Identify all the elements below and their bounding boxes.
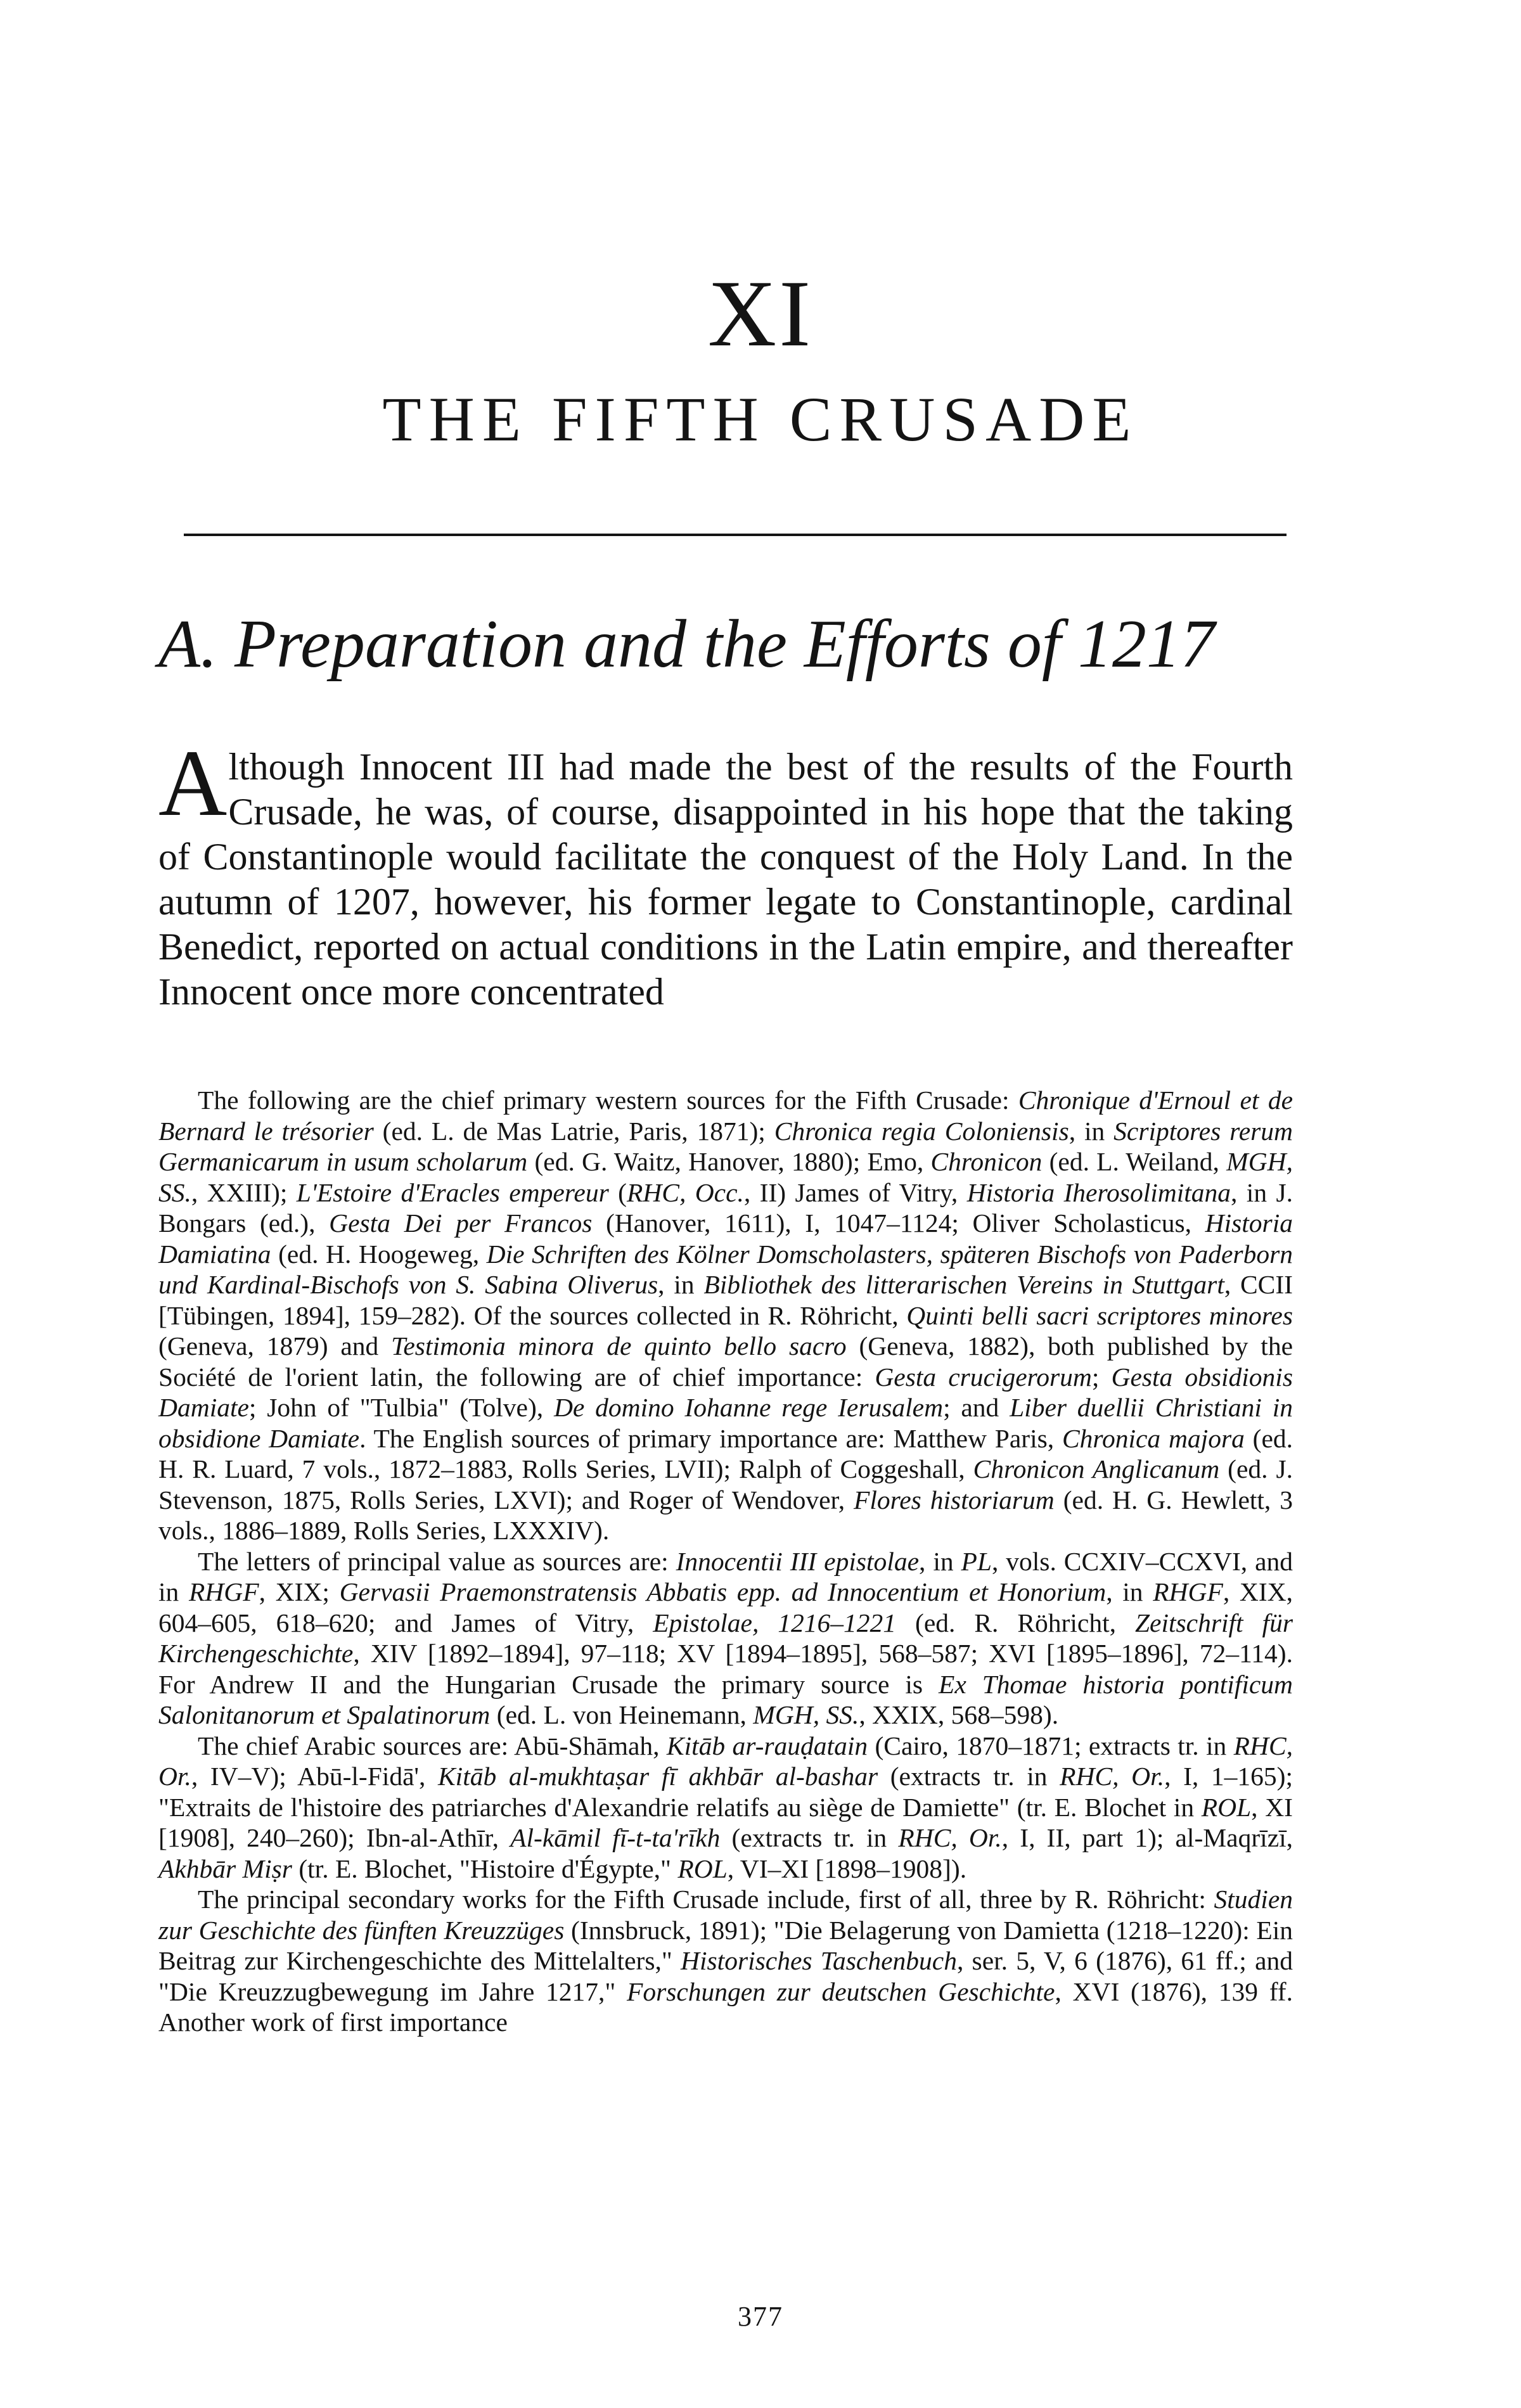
footnote-text: (ed. L. de Mas Latrie, Paris, 1871);	[373, 1116, 774, 1146]
footnote-text: , XXIII);	[191, 1177, 297, 1207]
footnote-text: (Innsbruck, 1891); "Die Belagerung von Damietta (1218–1220): Ein Beitrag zur Kirchengeschichte des Mittelalters,"	[158, 1915, 1293, 1975]
footnote-title: Chronicon Anglicanum	[973, 1454, 1220, 1483]
footnote-title: Scriptores rerum Germanicarum in usum scholarum	[158, 1116, 1293, 1176]
footnote-text: , I, 1–165); "Extraits de l'histoire des patriarches d'Alexandrie relatifs au siège de Damiette" (tr. E. Blochet in	[158, 1762, 1293, 1822]
footnote-text: The chief Arabic sources are: Abū-Shāmah,	[198, 1731, 667, 1760]
footnote-text: (ed. H. R. Luard, 7 vols., 1872–1883, Rolls Series, LVII); Ralph of Coggeshall,	[158, 1423, 1293, 1483]
body-paragraph	[158, 731, 1293, 1015]
section-heading: A. Preparation and the Efforts of 1217	[158, 606, 1215, 682]
footnote-title: RHC, Or.	[1060, 1762, 1165, 1791]
footnote-title: RHC, Or.	[158, 1731, 1293, 1791]
footnote-paragraph-2	[158, 1546, 1293, 1731]
footnote-text: (ed. L. von Heinemann,	[490, 1700, 754, 1729]
footnote-text: (Hanover, 1611), I, 1047–1124; Oliver Scholasticus,	[592, 1208, 1205, 1238]
footnote-block	[158, 1085, 1293, 2038]
footnote-text: (ed. R. Röhricht,	[896, 1608, 1135, 1637]
body-paragraph-text: lthough Innocent III had made the best of the results of the Fourth Crusade, he was, of course, disappointed in his hope that the taking of Constantinople would facilitate the conquest of the Holy Land. In the autumn of 1207, however, his former legate to Constantinople, cardinal Benedict, reported on actual conditions in the Latin empire, and thereafter Innocent once more concentrated	[158, 746, 1293, 1013]
footnote-title: Akhbār Miṣr	[158, 1854, 292, 1883]
footnote-title: Historisches Taschenbuch	[681, 1946, 957, 1975]
footnote-title: ROL	[677, 1854, 728, 1883]
footnote-text: , I, II, part 1); al-Maqrīzī,	[1001, 1823, 1293, 1852]
drop-cap: A	[158, 731, 228, 836]
footnote-text: (extracts tr. in	[878, 1762, 1060, 1791]
footnote-title: RHGF	[1153, 1577, 1223, 1606]
footnote-title: Bibliothek des litterarischen Vereins in Stuttgart	[703, 1270, 1224, 1299]
footnote-title: Chronica regia Coloniensis	[774, 1116, 1069, 1146]
footnote-text: , in J. Bongars (ed.),	[158, 1177, 1293, 1238]
footnote-text: (ed. G. Waitz, Hanover, 1880); Emo,	[527, 1147, 931, 1176]
footnote-text: (ed. H. Hoogeweg,	[271, 1239, 487, 1269]
footnote-text: , XI [1908], 240–260); Ibn-al-Athīr,	[158, 1792, 1293, 1852]
footnote-text: , vols. CCXIV–CCXVI, and in	[158, 1546, 1293, 1606]
footnote-title: De domino Iohanne rege Ierusalem	[553, 1393, 944, 1422]
footnote-title: Testimonia minora de quinto bello sacro	[391, 1331, 847, 1361]
footnote-title: Studien zur Geschichte des fünften Kreuzzüges	[158, 1885, 1293, 1945]
footnote-title: Kitāb al-mukhtaṣar fī akhbār al-bashar	[438, 1762, 878, 1791]
footnote-text: (ed. H. G. Hewlett, 3 vols., 1886–1889, Rolls Series, LXXXIV).	[158, 1485, 1293, 1545]
footnote-text: (ed. J. Stevenson, 1875, Rolls Series, LXVI); and Roger of Wendover,	[158, 1454, 1293, 1515]
footnote-title: Forschungen zur deutschen Geschichte	[626, 1976, 1055, 2006]
footnote-text: The principal secondary works for the Fifth Crusade include, first of all, three by R. Röhricht:	[198, 1885, 1214, 1914]
footnote-text: ; and	[943, 1393, 1010, 1422]
footnote-title: Historia Damiatina	[158, 1208, 1293, 1269]
footnote-paragraph-4	[158, 1884, 1293, 2038]
footnote-text: , XIX, 604–605, 618–620; and James of Vitry,	[158, 1577, 1293, 1637]
footnote-title: Die Schriften des Kölner Domscholasters, späteren Bischofs von Paderborn und Kardinal-Bischofs von S. Sabina Oliverus	[158, 1239, 1293, 1299]
footnote-title: Gesta crucigerorum	[875, 1362, 1092, 1392]
page-number: 377	[738, 2301, 783, 2332]
footnote-text: The letters of principal value as sources are:	[198, 1546, 676, 1576]
footnote-text: , II) James of Vitry,	[743, 1177, 967, 1207]
footnote-text: ; John of "Tulbia" (Tolve),	[248, 1393, 554, 1422]
footnote-text: , IV–V); Abū-l-Fidā',	[191, 1762, 438, 1791]
footnote-text: The following are the chief primary western sources for the Fifth Crusade:	[198, 1086, 1018, 1115]
footnote-title: Historia Iherosolimitana	[966, 1177, 1231, 1207]
footnote-text: , in	[919, 1546, 961, 1576]
chapter-number: XI	[707, 261, 814, 366]
footnote-text: (Geneva, 1882), both published by the Société de l'orient latin, the following are of chief importance:	[158, 1331, 1293, 1392]
footnote-paragraph-3	[158, 1731, 1293, 1885]
footnote-title: MGH, SS.	[753, 1700, 859, 1729]
footnote-title: Chronicon	[930, 1147, 1043, 1176]
footnote-title: Gervasii Praemonstratensis Abbatis epp. ad Innocentium et Honorium	[339, 1577, 1107, 1606]
footnote-text: (ed. L. Weiland,	[1042, 1147, 1227, 1176]
footnote-paragraph-1	[158, 1085, 1293, 1546]
footnote-text: , XIV [1892–1894], 97–118; XV [1894–1895], 568–587; XVI [1895–1896], 72–114). For Andrew II and the Hungarian Crusade the primary source is	[158, 1639, 1293, 1699]
footnote-title: Chronique d'Ernoul et de Bernard le trésorier	[158, 1086, 1293, 1146]
footnote-text: , ser. 5, V, 6 (1876), 61 ff.; and "Die Kreuzzugbewegung im Jahre 1217,"	[158, 1946, 1293, 2006]
footnote-text: , VI–XI [1898–1908]).	[727, 1854, 967, 1883]
footnote-text: , CCII [Tübingen, 1894], 159–282). Of the sources collected in R. Röhricht,	[158, 1270, 1293, 1330]
footnote-title: MGH, SS.	[158, 1147, 1293, 1207]
footnote-text: (extracts tr. in	[720, 1823, 899, 1852]
footnote-text: , in	[1069, 1116, 1114, 1146]
footnote-title: Flores historiarum	[854, 1485, 1055, 1515]
footnote-text: , XXIX, 568–598).	[859, 1700, 1059, 1729]
footnote-title: Ex Thomae historia pontificum Salonitanorum et Spalatinorum	[158, 1669, 1293, 1729]
footnote-text: (Geneva, 1879) and	[158, 1331, 392, 1361]
footnote-title: RHGF	[188, 1577, 259, 1606]
title-rule	[184, 534, 1287, 536]
footnote-text: (	[608, 1177, 627, 1207]
footnote-text: (Cairo, 1870–1871; extracts tr. in	[868, 1731, 1234, 1760]
footnote-title: Liber duellii Christiani in obsidione Damiate	[158, 1393, 1293, 1453]
footnote-text: . The English sources of primary importance are: Matthew Paris,	[359, 1423, 1062, 1453]
footnote-title: RHC, Occ.	[626, 1177, 744, 1207]
footnote-title: Gesta Dei per Francos	[329, 1208, 593, 1238]
footnote-title: Innocentii III epistolae	[676, 1546, 919, 1576]
footnote-title: Epistolae, 1216–1221	[653, 1608, 897, 1637]
footnote-title: Gesta obsidionis Damiate	[158, 1362, 1293, 1422]
footnote-title: Zeitschrift für Kirchengeschichte	[158, 1608, 1293, 1668]
footnote-text: , in	[658, 1270, 704, 1299]
footnote-text: , XVI (1876), 139 ff. Another work of first importance	[158, 1976, 1293, 2037]
footnote-title: Quinti belli sacri scriptores minores	[906, 1300, 1293, 1330]
footnote-title: RHC, Or.	[898, 1823, 1002, 1852]
footnote-title: PL	[961, 1546, 992, 1576]
footnote-text: , XIX;	[259, 1577, 340, 1606]
footnote-text: , in	[1106, 1577, 1153, 1606]
footnote-title: Al-kāmil fī-t-ta'rīkh	[510, 1823, 721, 1852]
footnote-text: (tr. E. Blochet, "Histoire d'Égypte,"	[292, 1854, 678, 1883]
footnote-title: ROL	[1201, 1792, 1252, 1822]
footnote-title: Kitāb ar-rauḍatain	[666, 1731, 868, 1760]
footnote-title: Chronica majora	[1062, 1423, 1245, 1453]
footnote-text: ;	[1091, 1362, 1112, 1392]
footnote-title: L'Estoire d'Eracles empereur	[296, 1177, 609, 1207]
chapter-title: THE FIFTH CRUSADE	[382, 384, 1139, 454]
